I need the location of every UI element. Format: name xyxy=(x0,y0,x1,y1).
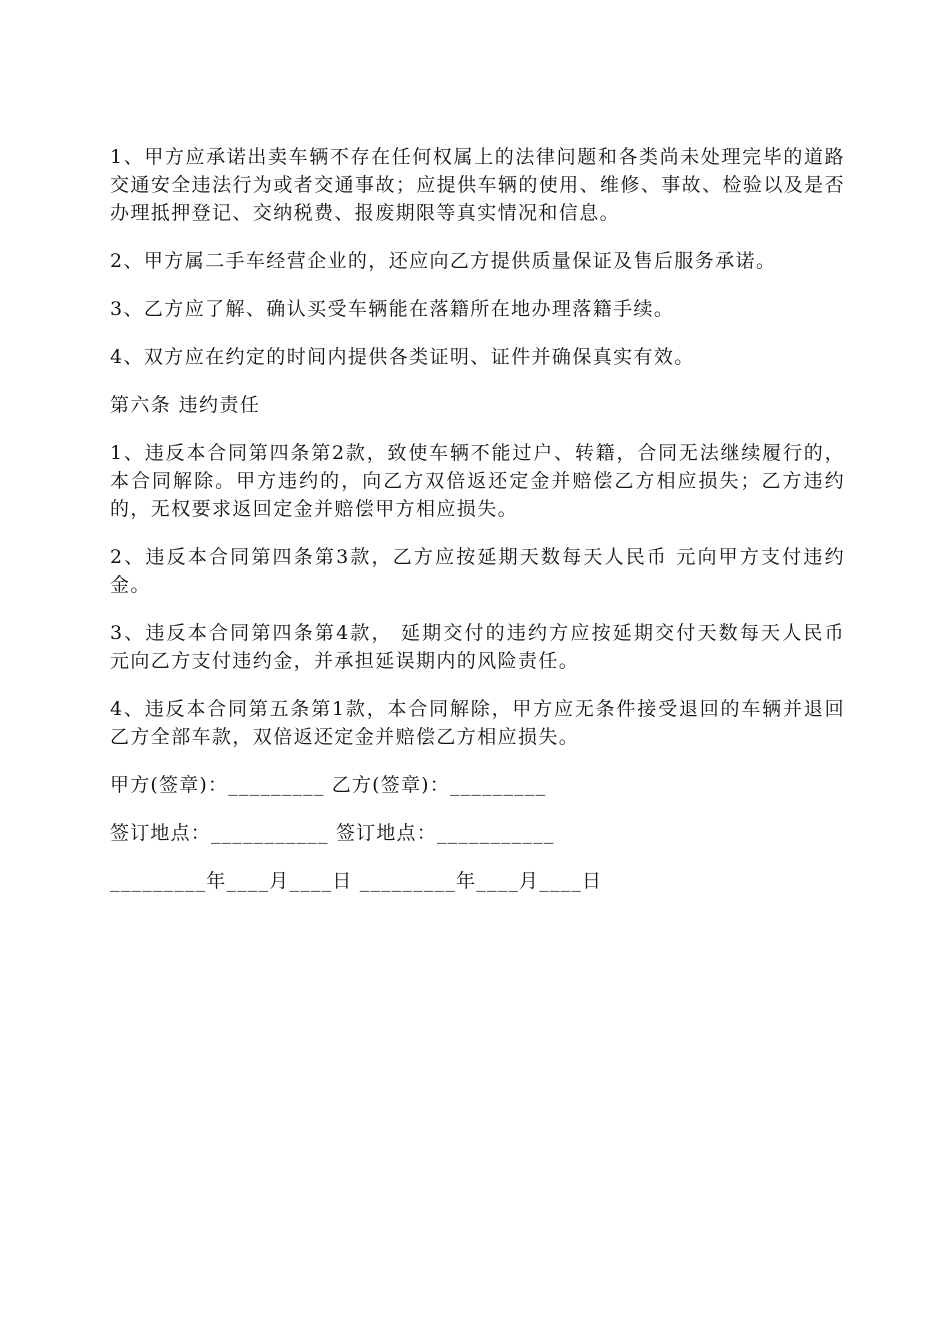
section5-item-1: 1、甲方应承诺出卖车辆不存在任何权属上的法律问题和各类尚未处理完毕的道路交通安全违法行为或者交通事故；应提供车辆的使用、维修、事故、检验以及是否办理抵押登记、交纳税费、报废期限等真实情况和信息。 xyxy=(110,146,845,224)
section6-item-3: 3、违反本合同第四条第4款， 延期交付的违约方应按延期交付天数每天人民币 元向乙方支付违约金，并承担延误期内的风险责任。 xyxy=(110,622,853,672)
section6-item-2: 2、违反本合同第四条第3款，乙方应按延期天数每天人民币 元向甲方支付违约金。 xyxy=(110,546,845,596)
signature-date-line: _________年____月____日 _________年____月____日 xyxy=(110,870,603,892)
contract-page xyxy=(110,143,853,915)
signature-seal-line: 甲方(签章)：_________ 乙方(签章)：_________ xyxy=(110,774,547,796)
section6-heading: 第六条 违约责任 xyxy=(110,394,261,416)
section6-item-4: 4、违反本合同第五条第1款，本合同解除，甲方应无条件接受退回的车辆并退回乙方全部车款，双倍返还定金并赔偿乙方相应损失。 xyxy=(110,698,845,748)
signature-place-line: 签订地点：___________ 签订地点：___________ xyxy=(110,822,555,844)
section6-item-1: 1、违反本合同第四条第2款，致使车辆不能过户、转籍，合同无法继续履行的，本合同解除。甲方违约的，向乙方双倍返还定金并赔偿乙方相应损失；乙方违约的，无权要求返回定金并赔偿甲方相应损失。 xyxy=(110,442,845,520)
section5-item-3: 3、乙方应了解、确认买受车辆能在落籍所在地办理落籍手续。 xyxy=(110,298,675,320)
section5-item-4: 4、双方应在约定的时间内提供各类证明、证件并确保真实有效。 xyxy=(110,346,695,368)
section5-item-2: 2、甲方属二手车经营企业的，还应向乙方提供质量保证及售后服务承诺。 xyxy=(110,250,777,272)
